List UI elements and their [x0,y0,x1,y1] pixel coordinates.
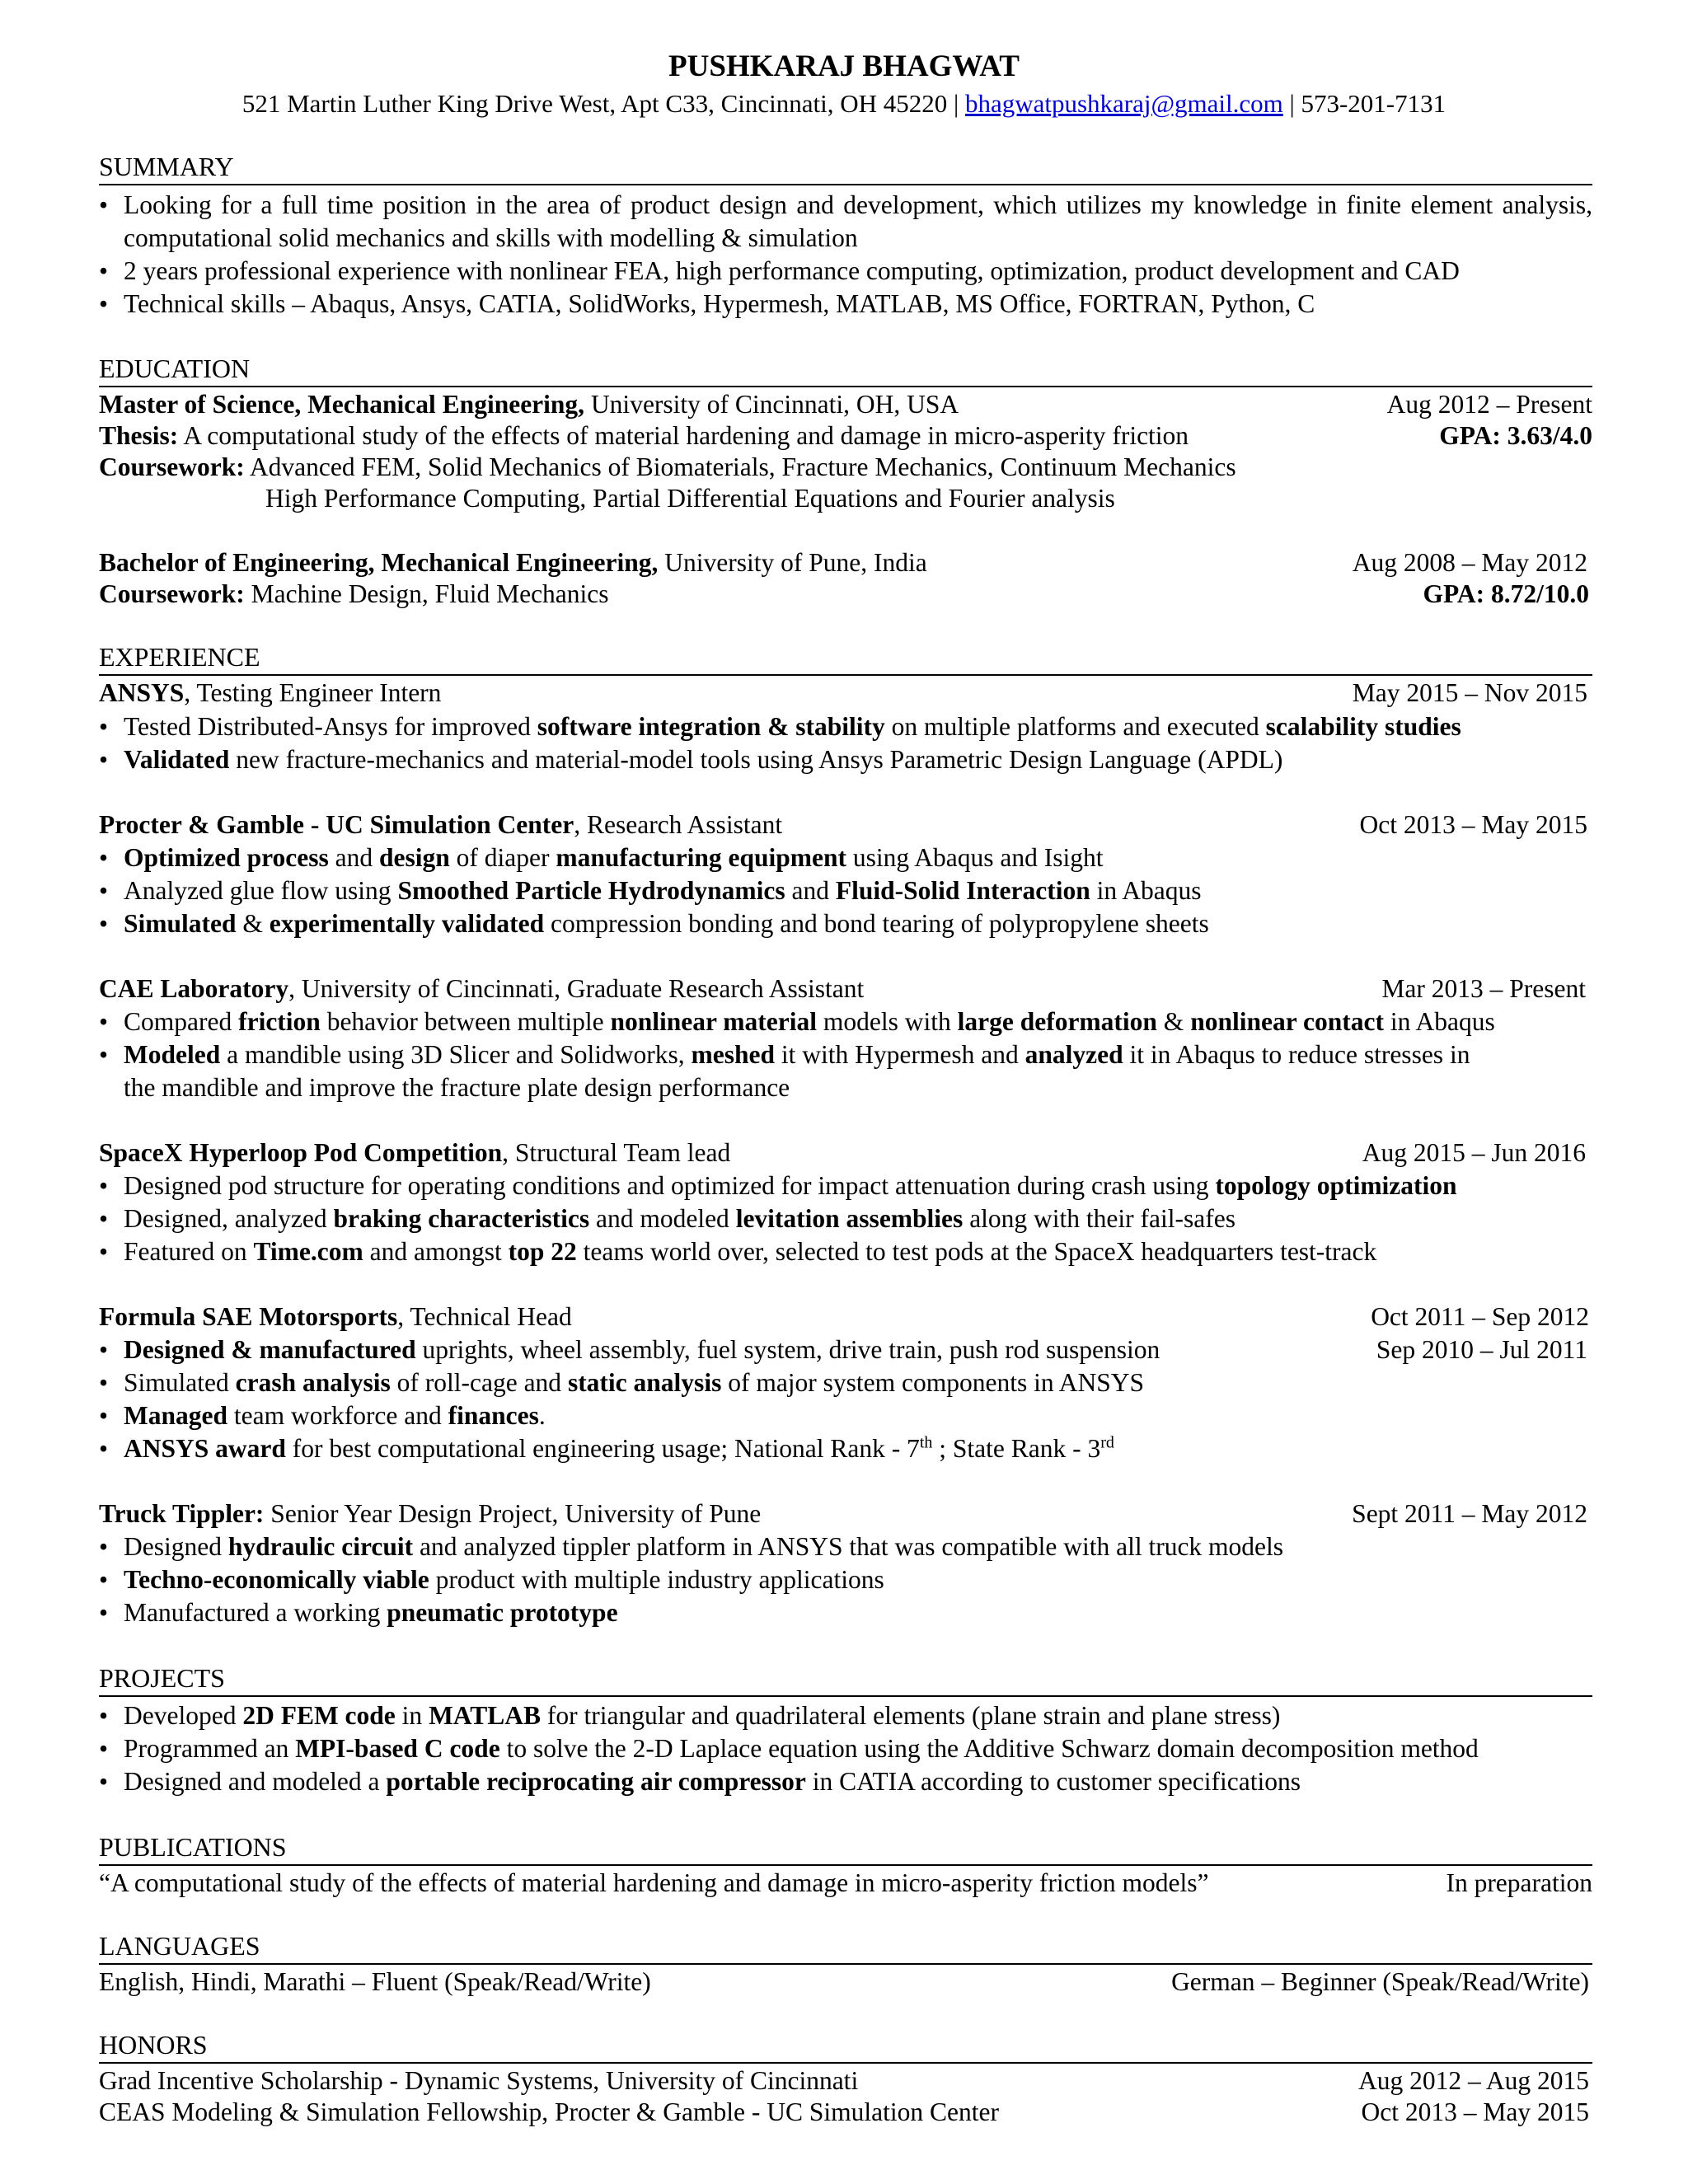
job-heading-ansys: ANSYS, Testing Engineer Intern May 2015 – Nov 2015 [99,677,1592,710]
date-range: Sept 2011 – May 2012 [1352,1499,1587,1528]
address-text: 521 Martin Luther King Drive West, Apt C33, Cincinnati, OH 45220 | [241,89,965,118]
bullet-icon: • [99,1171,109,1200]
bullet-icon: • [99,1701,109,1730]
date-range: Oct 2013 – May 2015 [1359,810,1587,839]
bullet-icon: • [99,843,109,872]
section-heading-honors: HONORS [99,2029,1592,2064]
date-range: Mar 2013 – Present [1381,974,1586,1003]
education-ms-heading: Master of Science, Mechanical Engineering, University of Cincinnati, OH, USA Aug 2012 – Present [99,388,1592,421]
bullet-icon: • [99,1532,109,1561]
bullet-icon: • [99,876,109,905]
resume-page: PUSHKARAJ BHAGWAT 521 Martin Luther King Drive West, Apt C33, Cincinnati, OH 45220 | bhagwatpushkaraj@gmail.com | 573-201-7131 SUMMARY • Looking for a full time position in the area of product design and development, which utilizes my knowledge in finite element analysis, computational solid mechanics and skills with modelling & simulation • 2 years professional experience with nonlinear FEA, high performance computing, optimization, product development and CAD • Technical skills – Abaqus, Ansys, CATIA, SolidWorks, Hypermesh, MATLAB, MS Office, FORTRAN, Python, C EDUCATION Master of Science, Mechanical Engineering, University of Cincinnati, OH, USA Aug 2012 – Present Thesis: A computational study of the effects of material hardening and damage in micro-asperity friction GPA: 3.63/4.0 Coursework: Advanced FEM, Solid Mechanics of Biomaterials, Fracture Mechanics, Continuum Mechanics High Performance Computing, Partial Differential Equations and Fourier analysis Bachelor of Engineering, Mechanical Engineering, University of Pune, India Aug 2008 – May 2012 Coursework: Machine Design, Fluid Mechanics GPA: 8.72/10.0 EXPERIENCE ANSYS, Testing Engineer Intern May 2015 – Nov 2015 • Tested Distributed-Ansys for improved software integration & stability on multiple platforms and executed scalability studies • Validated new fracture-mechanics and material-model tools using Ansys Parametric Design Language (APDL) Procter & Gamble - UC Simulation Center, Research Assistant Oct 2013 – May 2015 • Optimized process and design of diaper manufacturing equipment using Abaqus and Isight • Analyzed glue flow using Smoothed Particle Hydrodynamics and Fluid-Solid Interaction in Abaqus • Simulated & experimentally validated compression bonding and bond tearing of polypropylene sheets CAE Laboratory, University of Cincinnati, Graduate Research Assistant Mar 2013 – Present • Compared friction behavior between multiple nonlinear material models with large deformation & nonlinear contact in Abaqus • Modeled a mandible using 3D Slicer and Solidworks, meshed it with Hypermesh and analyzed it in Abaqus to reduce stresses in the mandible and improve the fracture plate design performance SpaceX Hyperloop Pod Competition, Structural Team lead Aug 2015 – Jun 2016 • Designed pod structure for operating conditions and optimized for impact attenuation during crash using topology optimization • Designed, analyzed braking characteristics and modeled levitation assemblies along with their fail-safes • Featured on Time.com and amongst top 22 teams world over, selected to test pods at the SpaceX headquarters test-track Formula SAE Motorsports, Technical Head Oct 2011 – Sep 2012 • Designed & manufactured uprights, wheel assembly, fuel system, drive train, push rod suspension Sep 2010 – Jul 2011 • Simulated crash analysis of roll-cage and static analysis of major system components in ANSYS • Managed team workforce and finances. • ANSYS award for best computational engineering usage; National Rank - 7th ; State Rank - 3rd Truck Tippler: Senior Year Design Project, University of Pune Sept 2011 – May 2012 • Designed hydraulic circuit and analyzed tippler platform in ANSYS that was compatible with all truck models • Techno-economically viable product with multiple industry applications • Manufactured a working pneumatic prototype PROJECTS • Developed 2D FEM code in MATLAB for triangular and quadrilateral elements (plane strain and plane stress) • Programmed an MPI-based C code to solve the 2-D Laplace equation using the Additive Schwarz domain decomposition method • Designed and modeled a portable reciprocating air compressor in CATIA according to customer specifications PUBLICATIONS “A computational study of the effects of material hardening and damage in micro-asperity friction models” In preparation LANGUAGES English, Hindi, Marathi – Fluent (Speak/Read/Write) German – Beginner (Speak/Read/Write) HONORS Grad Incentive Scholarship - Dynamic Systems, University of Cincinnati Aug 2012 – Aug 2015 CEAS Modeling & Simulation Fellowship, Procter & Gamble - UC Simulation Center Oct 2013 – May 2015 [0,0,1688,2184]
bullet-icon: • [99,909,109,938]
date-range: Aug 2012 – Present [1386,390,1592,419]
date-range: Aug 2015 – Jun 2016 [1362,1138,1586,1167]
gpa: GPA: 8.72/10.0 [1423,579,1589,608]
section-heading-publications: PUBLICATIONS [99,1831,1592,1866]
date-range: Sep 2010 – Jul 2011 [1376,1335,1587,1364]
languages-line: English, Hindi, Marathi – Fluent (Speak/Read/Write) German – Beginner (Speak/Read/Write) [99,1967,1589,1996]
bullet-icon: • [99,190,109,219]
bullet-icon: • [99,1767,109,1796]
bullet-icon: • [99,256,109,285]
bullet-icon: • [99,1335,109,1364]
section-heading-languages: LANGUAGES [99,1930,1592,1965]
bullet-icon: • [99,1434,109,1463]
date-range: Aug 2008 – May 2012 [1352,548,1587,577]
bullet-icon: • [99,1565,109,1594]
email-link[interactable]: bhagwatpushkaraj@gmail.com [964,89,1283,118]
job-heading-fsae: Formula SAE Motorsports, Technical Head Oct 2011 – Sep 2012 [99,1301,1592,1333]
job-bullet-cont: the mandible and improve the fracture plate design performance [124,1073,790,1102]
bullet-icon: • [99,1007,109,1036]
education-ms-coursework-cont: High Performance Computing, Partial Differential Equations and Fourier analysis [265,484,1115,513]
education-be-heading: Bachelor of Engineering, Mechanical Engineering, University of Pune, India Aug 2008 – May 2012 [99,546,1592,579]
phone-text: | 573-201-7131 [1282,89,1447,118]
section-heading-summary: SUMMARY [99,151,1592,185]
bullet-icon: • [99,1040,109,1069]
bullet-icon: • [99,1204,109,1233]
date-range: Oct 2011 – Sep 2012 [1371,1302,1589,1331]
bullet-icon: • [99,1598,109,1627]
job-heading-cae: CAE Laboratory, University of Cincinnati, Graduate Research Assistant Mar 2013 – Present [99,972,1592,1005]
bullet-icon: • [99,289,109,318]
bullet-icon: • [99,745,109,774]
contact-line [0,87,1688,120]
honor-item: Grad Incentive Scholarship - Dynamic Systems, University of Cincinnati Aug 2012 – Aug 2015 [99,2064,1592,2097]
education-ms-coursework: Coursework: Advanced FEM, Solid Mechanics of Biomaterials, Fracture Mechanics, Continuum Mechanics [99,452,1236,481]
job-heading-spacex: SpaceX Hyperloop Pod Competition, Structural Team lead Aug 2015 – Jun 2016 [99,1137,1592,1169]
bullet-icon: • [99,1368,109,1397]
date-range: Aug 2012 – Aug 2015 [1357,2066,1589,2095]
education-ms-thesis: Thesis: A computational study of the effects of material hardening and damage in micro-asperity friction GPA: 3.63/4.0 [99,419,1592,452]
gpa: GPA: 3.63/4.0 [1439,421,1592,450]
section-heading-education: EDUCATION [99,353,1592,387]
bullet-icon: • [99,712,109,741]
bullet-icon: • [99,1734,109,1763]
date-range: Oct 2013 – May 2015 [1361,2097,1589,2126]
candidate-name: PUSHKARAJ BHAGWAT [668,49,1020,83]
honor-item: CEAS Modeling & Simulation Fellowship, Procter & Gamble - UC Simulation Center Oct 2013 – May 2015 [99,2096,1592,2129]
bullet-icon: • [99,1401,109,1430]
education-be-coursework: Coursework: Machine Design, Fluid Mechanics GPA: 8.72/10.0 [99,578,1592,611]
date-range: May 2015 – Nov 2015 [1352,678,1587,707]
publication-item: “A computational study of the effects of material hardening and damage in micro-asperity friction models” In preparation [99,1867,1592,1900]
job-heading-truck: Truck Tippler: Senior Year Design Project, University of Pune Sept 2011 – May 2012 [99,1497,1592,1530]
bullet-icon: • [99,1237,109,1266]
publication-status: In preparation [1446,1868,1592,1897]
section-heading-experience: EXPERIENCE [99,641,1592,676]
job-heading-pg: Procter & Gamble - UC Simulation Center, Research Assistant Oct 2013 – May 2015 [99,808,1592,841]
section-heading-projects: PROJECTS [99,1662,1592,1697]
